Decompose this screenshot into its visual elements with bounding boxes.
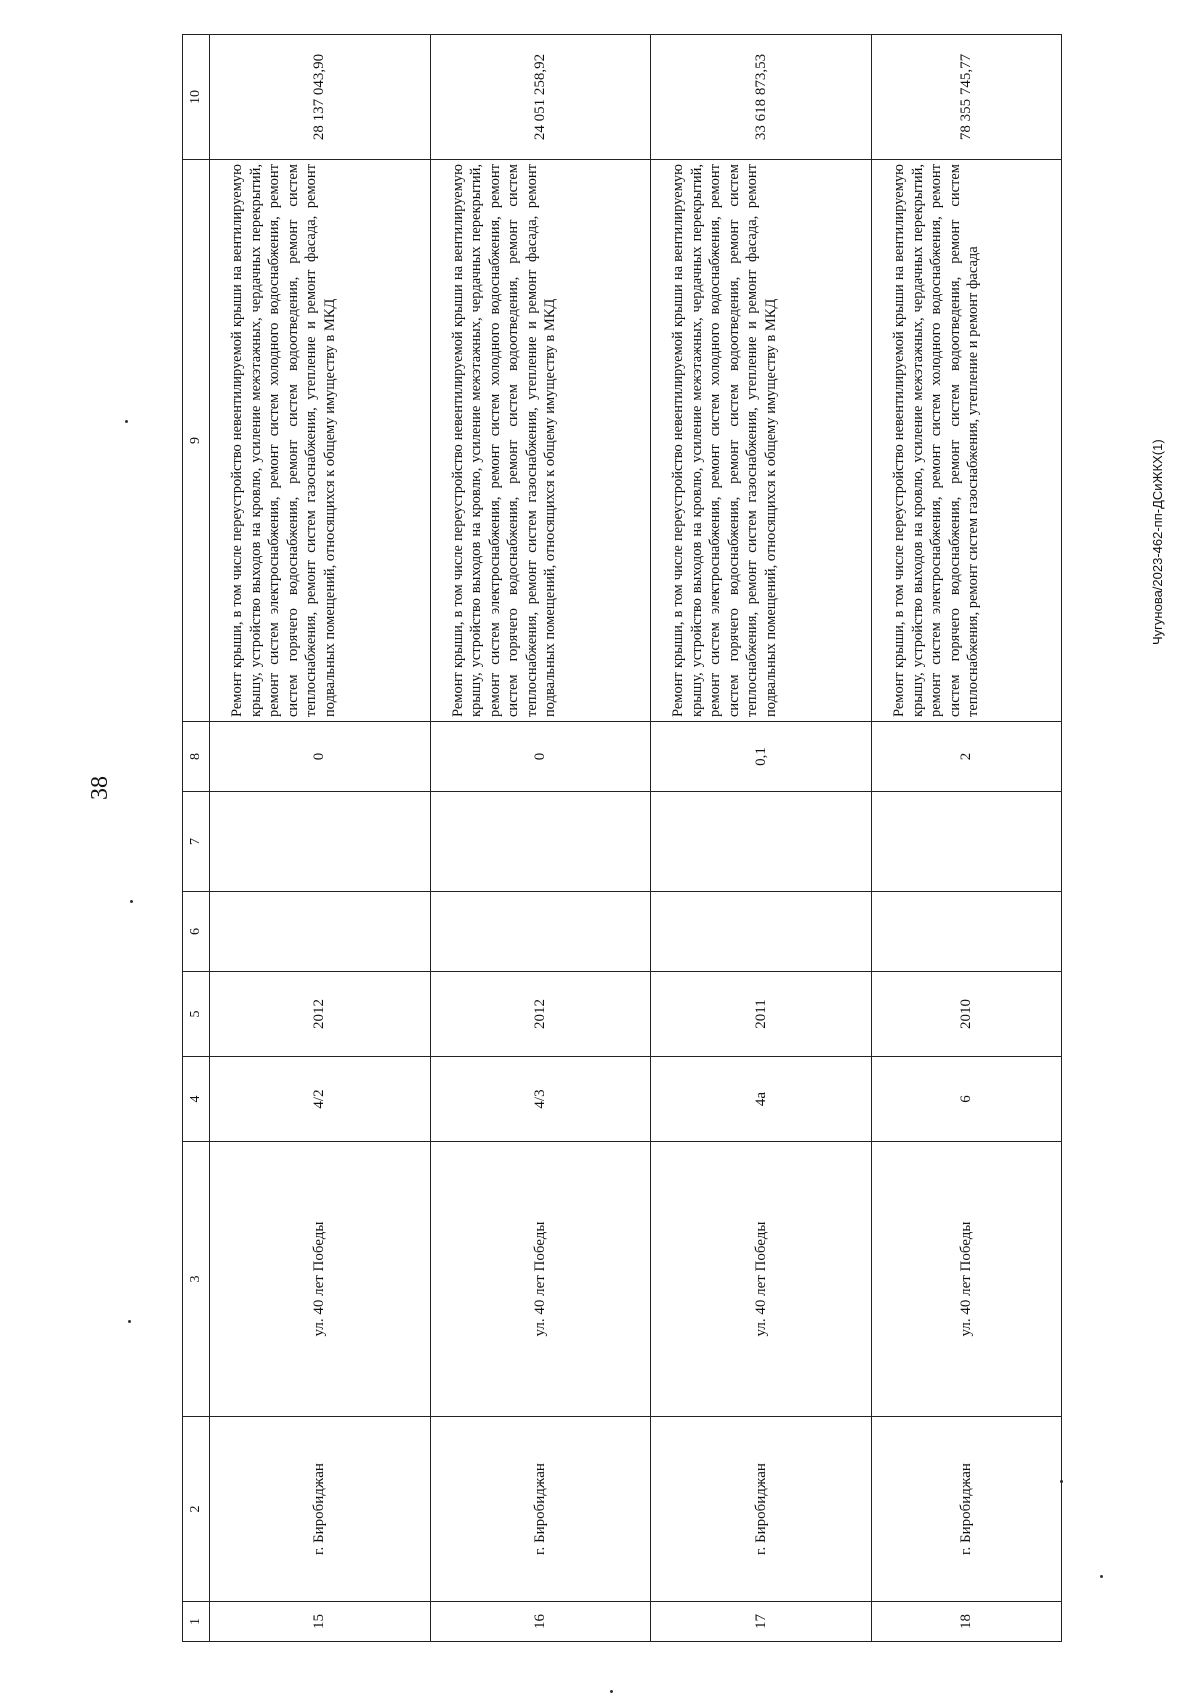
house-cell: 4а <box>651 1057 872 1142</box>
year-cell: 2012 <box>430 972 651 1057</box>
year-cell: 2010 <box>872 972 1062 1057</box>
scan-speck <box>128 1320 131 1323</box>
works-cell: Ремонт крыши, в том числе переустройство невентилируемой крыши на вентилируемую крышу, устройство выходов на кровлю, усиление межэтажных, чердачных перекрытий, ремонт систем электроснабжения, ремонт систем холодного водоснабжения, ремонт систем горячего водоснабжения, ремонт систем водоотведения, ремонт систем теплоснабжения, ремонт систем газоснабжения, утепление и ремонт фасада, ремонт подвальных помещений, относящихся к общему имуществу в МКД <box>210 160 431 722</box>
col8-cell: 2 <box>872 722 1062 792</box>
repair-program-table <box>182 34 1062 1642</box>
col8-cell: 0 <box>210 722 431 792</box>
house-cell: 4/2 <box>210 1057 431 1142</box>
table-row <box>872 35 1062 1642</box>
rotated-table-wrapper <box>182 35 1062 1642</box>
cost-cell: 78 355 745,77 <box>872 35 1062 160</box>
year-cell: 2011 <box>651 972 872 1057</box>
column-number: 1 <box>183 1602 210 1642</box>
col6-cell <box>872 892 1062 972</box>
scan-speck <box>1100 1575 1103 1578</box>
row-number: 15 <box>210 1602 431 1642</box>
street-cell: ул. 40 лет Победы <box>651 1142 872 1417</box>
page-number: 38 <box>87 776 113 800</box>
column-number: 9 <box>183 160 210 722</box>
row-number: 18 <box>872 1602 1062 1642</box>
column-number: 5 <box>183 972 210 1057</box>
scan-speck <box>610 1690 613 1693</box>
works-cell: Ремонт крыши, в том числе переустройство невентилируемой крыши на вентилируемую крышу, устройство выходов на кровлю, усиление межэтажных, чердачных перекрытий, ремонт систем электроснабжения, ремонт систем холодного водоснабжения, ремонт систем горячего водоснабжения, ремонт систем водоотведения, ремонт систем теплоснабжения, ремонт систем газоснабжения, утепление и ремонт фасада <box>872 160 1062 722</box>
column-number: 6 <box>183 892 210 972</box>
column-number: 8 <box>183 722 210 792</box>
column-number: 2 <box>183 1417 210 1602</box>
city-cell: г. Биробиджан <box>872 1417 1062 1602</box>
col7-cell <box>210 792 431 892</box>
cost-cell: 24 051 258,92 <box>430 35 651 160</box>
table-row <box>210 35 431 1642</box>
column-number-row <box>183 35 210 1642</box>
col8-cell: 0 <box>430 722 651 792</box>
cost-cell: 33 618 873,53 <box>651 35 872 160</box>
col8-cell: 0,1 <box>651 722 872 792</box>
col7-cell <box>872 792 1062 892</box>
col7-cell <box>430 792 651 892</box>
col7-cell <box>651 792 872 892</box>
works-cell: Ремонт крыши, в том числе переустройство невентилируемой крыши на вентилируемую крышу, устройство выходов на кровлю, усиление межэтажных, чердачных перекрытий, ремонт систем электроснабжения, ремонт систем холодного водоснабжения, ремонт систем горячего водоснабжения, ремонт систем водоотведения, ремонт систем теплоснабжения, ремонт систем газоснабжения, утепление и ремонт фасада, ремонт подвальных помещений, относящихся к общему имуществу в МКД <box>430 160 651 722</box>
street-cell: ул. 40 лет Победы <box>872 1142 1062 1417</box>
cost-cell: 28 137 043,90 <box>210 35 431 160</box>
column-number: 4 <box>183 1057 210 1142</box>
city-cell: г. Биробиджан <box>210 1417 431 1602</box>
house-cell: 6 <box>872 1057 1062 1142</box>
scan-speck <box>125 420 128 423</box>
row-number: 17 <box>651 1602 872 1642</box>
street-cell: ул. 40 лет Победы <box>210 1142 431 1417</box>
year-cell: 2012 <box>210 972 431 1057</box>
col6-cell <box>651 892 872 972</box>
col6-cell <box>430 892 651 972</box>
document-code-stamp: Чугунова/2023-462-пп-ДСиЖКХ(1) <box>1150 439 1165 645</box>
works-cell: Ремонт крыши, в том числе переустройство невентилируемой крыши на вентилируемую крышу, устройство выходов на кровлю, усиление межэтажных, чердачных перекрытий, ремонт систем электроснабжения, ремонт систем холодного водоснабжения, ремонт систем горячего водоснабжения, ремонт систем водоотведения, ремонт систем теплоснабжения, ремонт систем газоснабжения, утепление и ремонт фасада, ремонт подвальных помещений, относящихся к общему имуществу в МКД <box>651 160 872 722</box>
column-number: 3 <box>183 1142 210 1417</box>
column-number: 7 <box>183 792 210 892</box>
column-number: 10 <box>183 35 210 160</box>
col6-cell <box>210 892 431 972</box>
city-cell: г. Биробиджан <box>430 1417 651 1602</box>
row-number: 16 <box>430 1602 651 1642</box>
table-row <box>651 35 872 1642</box>
street-cell: ул. 40 лет Победы <box>430 1142 651 1417</box>
scan-speck <box>130 900 133 903</box>
table-row <box>430 35 651 1642</box>
house-cell: 4/3 <box>430 1057 651 1142</box>
city-cell: г. Биробиджан <box>651 1417 872 1602</box>
